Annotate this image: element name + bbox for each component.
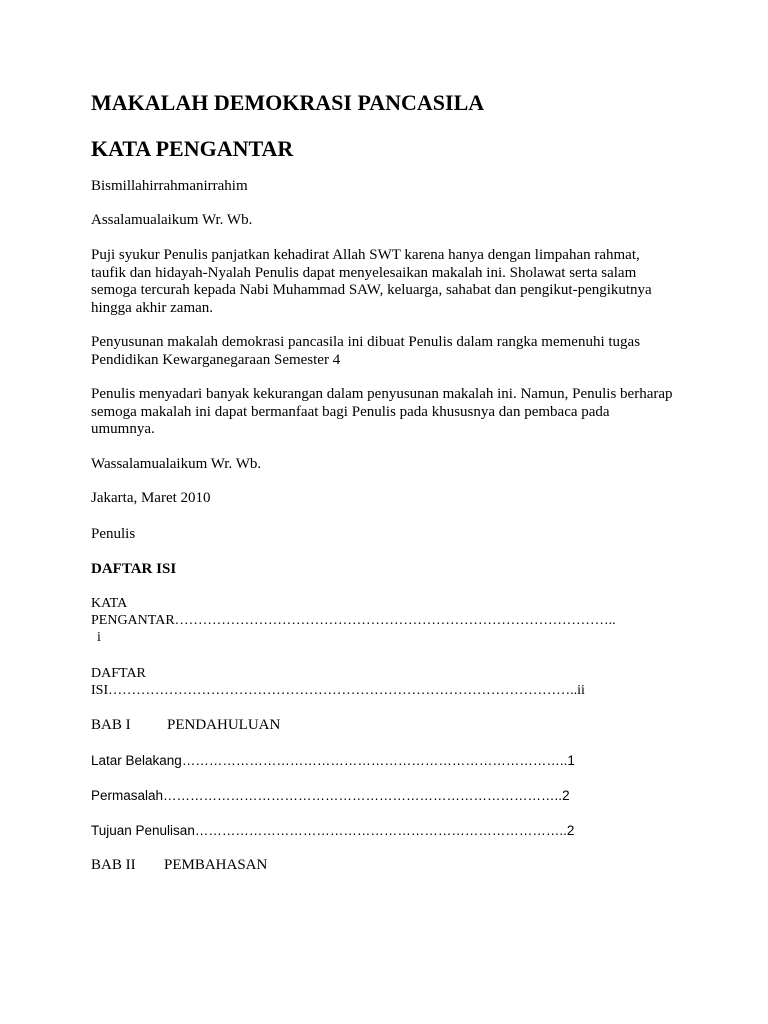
toc-bab-1[interactable] bbox=[91, 717, 280, 735]
greeting-bismillah: Bismillahirrahmanirrahim bbox=[91, 178, 248, 194]
greeting-salam: Assalamualaikum Wr. Wb. bbox=[91, 212, 253, 228]
toc-leader-dots: …………………………………………………………………………….. bbox=[163, 788, 563, 803]
toc-entry-tujuan-penulisan[interactable] bbox=[91, 823, 574, 838]
bab-title: PENDAHULUAN bbox=[167, 717, 281, 733]
bab-title: PEMBAHASAN bbox=[164, 857, 268, 873]
toc-leader-dots: ……………………………………………………………………….. bbox=[194, 823, 567, 838]
toc-entry-permasalah[interactable] bbox=[91, 788, 570, 803]
toc-entry-label-cont: PENGANTAR………………………………………………………………………………….. bbox=[91, 613, 616, 628]
paragraph-1 bbox=[91, 247, 652, 317]
toc-leader-dots: ……………………………………………………………………………………….. bbox=[108, 683, 578, 698]
toc-entry-page: 1 bbox=[567, 753, 575, 768]
paragraph-1-line: Puji syukur Penulis panjatkan kehadirat Allah SWT karena hanya dengan limpahan rahmat, bbox=[91, 247, 640, 263]
toc-heading: DAFTAR ISI bbox=[91, 561, 177, 577]
paragraph-2-line: Pendidikan Kewarganegaraan Semester 4 bbox=[91, 351, 341, 368]
paragraph-1-line: taufik dan hidayah-Nyalah Penulis dapat menyelesaikan makalah ini. Sholawat serta salam bbox=[91, 264, 637, 281]
paragraph-3-line: semoga makalah ini dapat bermanfaat bagi Penulis pada khususnya dan pembaca pada bbox=[91, 403, 610, 420]
closing-salam: Wassalamualaikum Wr. Wb. bbox=[91, 456, 262, 472]
paragraph-3-line: umumnya. bbox=[91, 421, 155, 437]
paragraph-3 bbox=[91, 386, 673, 439]
paragraph-2-line: Penyusunan makalah demokrasi pancasila ini dibuat Penulis dalam rangka memenuhi tugas bbox=[91, 334, 641, 350]
toc-entry-label: DAFTAR bbox=[91, 666, 146, 681]
section-title: KATA PENGANTAR bbox=[91, 136, 294, 161]
toc-entry-label: Latar Belakang bbox=[91, 753, 182, 768]
paragraph-2 bbox=[91, 334, 640, 369]
toc-entry-page: i bbox=[97, 630, 101, 645]
toc-entry-label: Permasalah bbox=[91, 788, 164, 803]
toc-entry-daftar-isi[interactable] bbox=[91, 665, 585, 699]
toc-entry-label-cont: ISI………………………………………………………………………………………..ii bbox=[91, 683, 585, 698]
toc-entry-latar-belakang[interactable] bbox=[91, 753, 575, 768]
toc-bab-2[interactable] bbox=[91, 857, 267, 875]
toc-entry-page: 2 bbox=[562, 788, 570, 803]
toc-entry-page: 2 bbox=[566, 823, 575, 838]
paragraph-3-line: Penulis menyadari banyak kekurangan dalam penyusunan makalah ini. Namun, Penulis berharap bbox=[91, 386, 673, 402]
paragraph-1-line: hingga akhir zaman. bbox=[91, 299, 214, 316]
toc-entry-kata-pengantar[interactable] bbox=[91, 595, 616, 646]
bab-number: BAB II bbox=[91, 857, 136, 873]
document-title: MAKALAH DEMOKRASI PANCASILA bbox=[91, 90, 485, 115]
place-date: Jakarta, Maret 2010 bbox=[91, 490, 211, 506]
toc-leader-dots: ………………………………………………………………………………….. bbox=[174, 613, 616, 628]
signature: Penulis bbox=[91, 526, 136, 542]
toc-entry-label: Tujuan Penulisan bbox=[91, 823, 195, 838]
toc-entry-page: ii bbox=[577, 683, 585, 698]
bab-number: BAB I bbox=[91, 717, 131, 733]
paragraph-1-line: semoga tercurah kepada Nabi Muhammad SAW, keluarga, sahabat dan pengikut-pengikutnya bbox=[91, 282, 652, 298]
toc-leader-dots: ………………………………………………………………………….. bbox=[181, 753, 568, 768]
toc-entry-label: KATA bbox=[91, 596, 128, 611]
